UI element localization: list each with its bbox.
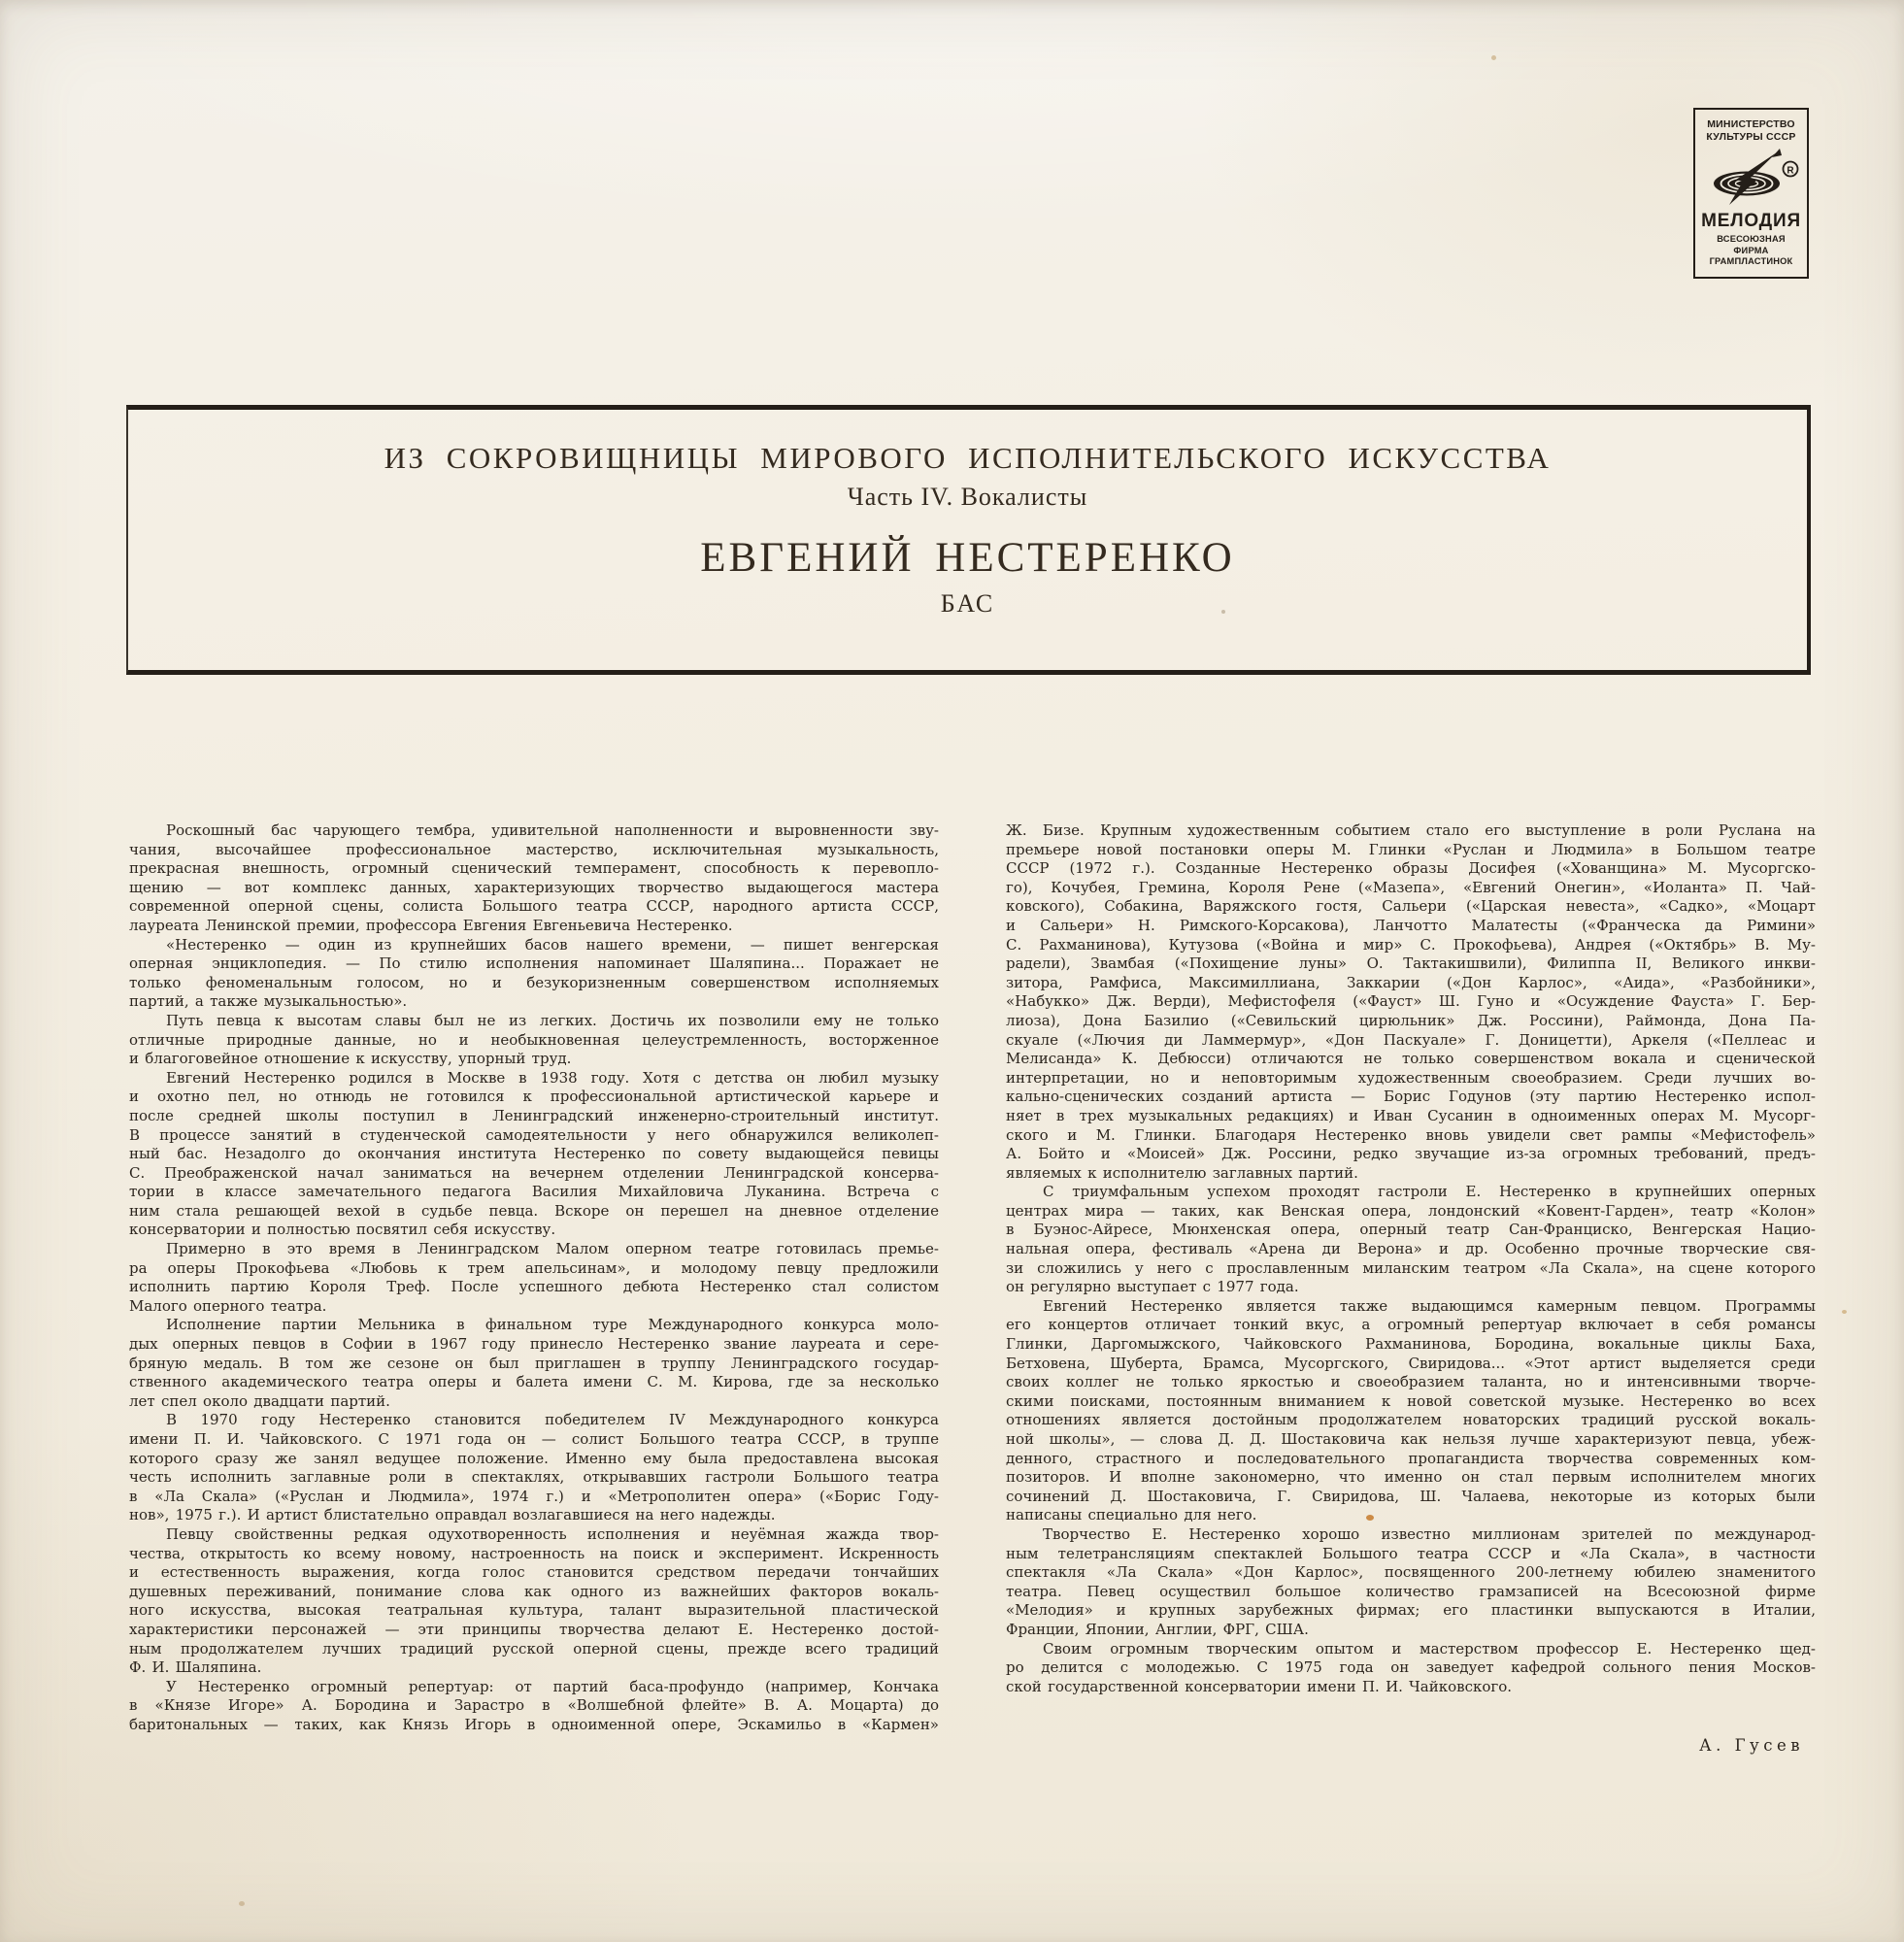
text-line: имени П. И. Чайковского. С 1971 года он — солист Большого театра СССР, в труппе [129, 1430, 939, 1448]
text-line: Исполнение партии Мельника в финальном туре Международного конкурса моло- [166, 1316, 939, 1334]
text-line: нальная опера, фестиваль «Арена ди Верона» и др. Особенно прочные творческие свя- [1006, 1240, 1816, 1258]
text-line: честь исполнить заглавные роли в спектаклях, открывавших гастроли Большого театра [129, 1468, 939, 1487]
text-line: консерватории и полностью посвятил себя искусству. [129, 1221, 556, 1239]
text-line: баритональных — таких, как Князь Игорь в одноименной опере, Эскамильо в «Кармен» [129, 1715, 939, 1733]
series-title: ИЗ СОКРОВИЩНИЦЫ МИРОВОГО ИСПОЛНИТЕЛЬСКОГО ИСКУССТВА [384, 441, 1552, 475]
text-line: написаны специально для него. [1006, 1506, 1257, 1524]
text-line: скуале («Лючия ди Ламмермур», «Дон Паскуале» Г. Доницетти), Аркеля («Пеллеас и [1006, 1030, 1816, 1049]
text-line: У Нестеренко огромный репертуар: от партий баса-профундо (например, Кончака [166, 1677, 939, 1695]
text-line: ро делится с молодежью. С 1975 года он заведует кафедрой сольного пения Москов- [1006, 1658, 1816, 1677]
text-line: чания, высочайшее профессиональное мастерство, исключительная музыкальность, [129, 840, 939, 858]
text-line: сочинений Д. Шостаковича, Г. Свиридова, Ш. Чалаева, некоторые из которых были [1006, 1487, 1816, 1505]
text-line: лет спел около двадцати партий. [129, 1391, 390, 1410]
text-line: «Набукко» Дж. Верди), Мефистофеля («Фауст» Ш. Гуно и «Осуждение Фауста» Г. Бер- [1006, 992, 1816, 1011]
text-line: отношениях является достойным продолжателем новаторских традиций русской вокаль- [1006, 1411, 1816, 1429]
text-line: Своим огромным творческим опытом и мастерством профессор Е. Нестеренко щед- [1043, 1639, 1816, 1657]
article-column-left [129, 821, 939, 1735]
artist-name: ЕВГЕНИЙ НЕСТЕРЕНКО [700, 535, 1235, 581]
text-line: Глинки, Даргомыжского, Чайковского Рахманинова, Бородина, вокальные циклы Баха, [1006, 1335, 1816, 1354]
text-line: кально-сценических созданий артиста — Борис Годунов (эту партию Нестеренко испол- [1006, 1088, 1816, 1106]
text-line: ского и М. Глинки. Благодаря Нестеренко вновь увидели свет рампы «Мефистофель» [1006, 1125, 1816, 1144]
series-part: Часть IV. Вокалисты [847, 483, 1088, 511]
text-line: характеристики персонажей — эти принципы творчества делают Е. Нестеренко достой- [129, 1620, 939, 1638]
text-line: современной оперной сцены, солиста Большого театра СССР, народного артиста СССР, [129, 897, 939, 916]
text-line: Евгений Нестеренко родился в Москве в 1938 году. Хотя с детства он любил музыку [166, 1068, 939, 1087]
text-line: душевных переживаний, понимание слова как одного из важнейших факторов вокаль- [129, 1582, 939, 1600]
org-line-1: ВСЕСОЮЗНАЯ [1717, 234, 1786, 244]
text-line: ской государственной консерватории имени П. И. Чайковского. [1006, 1677, 1513, 1695]
text-line: оперная энциклопедия. — По стилю исполнения напоминает Шаляпина... Поражает не [129, 954, 939, 973]
paper-speck [1491, 55, 1496, 60]
text-line: няет в трех музыкальных редакциях) и Иван Сусанин в одноименных операх М. Мусорг- [1006, 1106, 1816, 1124]
text-line: нов», 1975 г.). И артист блистательно оправдал возлагавшиеся на него надежды. [129, 1506, 776, 1524]
melodiya-record-emblem-icon [1695, 145, 1807, 212]
text-line: Певцу свойственны редкая одухотворенность исполнения и неуёмная жажда твор- [166, 1524, 939, 1543]
text-line: В 1970 году Нестеренко становится победителем IV Международного конкурса [166, 1411, 939, 1429]
text-line: интерпретации, но и неповторимым художественным своеобразием. Среди лучших во- [1006, 1068, 1816, 1087]
text-line: Бетховена, Шуберта, Брамса, Мусоргского, Свиридова... «Этот артист выделяется среди [1006, 1354, 1816, 1372]
text-line: щению — вот комплекс данных, характеризующих творчество выдающегося мастера [129, 878, 939, 896]
author-signature: А. Гусев [1699, 1736, 1804, 1755]
paper-speck [239, 1901, 245, 1906]
text-line: «Нестеренко — один из крупнейших басов нашего времени, — пишет венгерская [166, 935, 939, 954]
text-line: СССР (1972 г.). Созданные Нестеренко образы Досифея («Хованщина» М. Мусоргско- [1006, 859, 1816, 878]
text-line: Ж. Бизе. Крупным художественным событием стало его выступление в роли Руслана на [1006, 821, 1816, 839]
org-line-3: ГРАМПЛАСТИНОК [1709, 256, 1793, 266]
text-line: скими поисками, постоянным вниманием к новой советской музыке. Нестеренко во всех [1006, 1391, 1816, 1410]
text-line: только феноменальным голосом, но и безукоризненным совершенством исполняемых [129, 973, 939, 991]
text-line: «Мелодия» и крупных зарубежных фирмах; его пластинки выпускаются в Италии, [1006, 1601, 1816, 1620]
text-line: в Буэнос-Айресе, Мюнхенская опера, оперный театр Сан-Франциско, Венгерская Нацио- [1006, 1221, 1816, 1239]
text-line: позиторов. И вполне закономерно, что именно он стал первым исполнителем многих [1006, 1468, 1816, 1487]
text-line: ра оперы Прокофьева «Любовь к трем апельсинам», и молодому певцу предложили [129, 1258, 939, 1277]
text-line: прекрасная внешность, огромный сценический темперамент, способность к перевопло- [129, 859, 939, 878]
text-line: исполнить партию Короля Треф. После успешного дебюта Нестеренко стал солистом [129, 1278, 939, 1296]
text-line: в «Князе Игоре» А. Бородина и Зарастро в «Волшебной флейте» В. А. Моцарта) до [129, 1696, 939, 1715]
paper-speck [1842, 1310, 1847, 1314]
text-line: в «Ла Скала» («Руслан и Людмила», 1974 г.) и «Метрополитен опера» («Борис Году- [129, 1487, 939, 1505]
text-line: С. Рахманинова), Кутузова («Война и мир» С. Прокофьева), Андрея («Октябрь» В. Му- [1006, 935, 1816, 954]
text-line: ного искусства, высокая театральная культура, талант выразительной пластической [129, 1601, 939, 1620]
text-line: он регулярно выступает с 1977 года. [1006, 1278, 1299, 1296]
text-line: театра. Певец осуществил большое количество грамзаписей на Всесоюзной фирме [1006, 1582, 1816, 1600]
text-line: В процессе занятий в студенческой самодеятельности у него обнаружился великолеп- [129, 1125, 939, 1144]
text-line: радели), Звамбая («Похищение луны» О. Тактакишвили), Филиппа II, Великого инкви- [1006, 954, 1816, 973]
text-line: тории в классе замечательного педагога Василия Михайловича Луканина. Встреча с [129, 1183, 939, 1201]
melodiya-org-label [1695, 234, 1807, 268]
article-column-right [1006, 821, 1816, 1696]
text-line: которого сразу же занял ведущее положение. Именно ему была предоставлена высокая [129, 1449, 939, 1467]
registered-mark: R [1786, 165, 1794, 177]
text-line: являемых к исполнителю заглавных партий. [1006, 1163, 1358, 1182]
text-line: отличные природные данные, но и необыкновенная целеустремленность, восторженное [129, 1030, 939, 1049]
text-line: и Сальери» Н. Римского-Корсакова), Ланчотто Малатесты («Франческа да Римини» [1006, 916, 1816, 934]
text-line: Ф. И. Шаляпина. [129, 1658, 262, 1677]
text-line: лиоза), Дона Базилио («Севильский цирюльник» Дж. Россини), Раймонда, Дона Па- [1006, 1011, 1816, 1029]
text-line: чества, открытость ко всему новому, настроенность на поиск и эксперимент. Искренность [129, 1544, 939, 1562]
melodiya-logo-box [1693, 108, 1809, 279]
text-line: зитора, Рамфиса, Максимиллиана, Заккарии («Дон Карлос», «Аида», «Разбойники», [1006, 973, 1816, 991]
text-line: С. Преображенской начал заниматься на вечернем отделении Ленинградской консерва- [129, 1163, 939, 1182]
text-line: ный бас. Незадолго до окончания института Нестеренко по совету выдающейся певицы [129, 1145, 939, 1163]
ministry-line-1: МИНИСТЕРСТВО [1707, 118, 1795, 130]
text-line: Роскошный бас чарующего тембра, удивительной наполненности и выровненности зву- [166, 821, 939, 839]
text-line: Малого оперного театра. [129, 1296, 327, 1315]
text-line: Франции, Японии, Англии, ФРГ, США. [1006, 1620, 1309, 1638]
ministry-label [1695, 118, 1807, 143]
text-line: го), Кочубея, Гремина, Короля Рене («Мазепа», «Евгений Онегин», «Иоланта» П. Чай- [1006, 878, 1816, 896]
text-line: центрах мира — таких, как Венская опера, лондонский «Ковент-Гарден», театр «Колон» [1006, 1201, 1816, 1220]
text-line: после средней школы поступил в Ленинградский инженерно-строительный институт. [129, 1106, 939, 1124]
voice-type: БАС [940, 589, 995, 618]
text-line: дых оперных певцов в Софии в 1967 году принесло Нестеренко звание лауреата и сере- [129, 1335, 939, 1354]
text-line: С триумфальным успехом проходят гастроли Е. Нестеренко в крупнейших оперных [1043, 1183, 1816, 1201]
text-line: и благоговейное отношение к искусству, упорный труд. [129, 1050, 572, 1068]
text-line: ственного академического театра оперы и балета имени С. М. Кирова, где за несколько [129, 1373, 939, 1391]
text-line: Мелисанда» К. Дебюсси) отличаются не только совершенством вокала и сценической [1006, 1050, 1816, 1068]
text-line: Путь певца к высотам славы был не из легких. Достичь их позволили ему не только [166, 1011, 939, 1029]
text-line: Творчество Е. Нестеренко хорошо известно миллионам зрителей по международ- [1043, 1524, 1816, 1543]
text-line: премьере новой постановки оперы М. Глинки «Руслан и Людмила» в Большом театре [1006, 840, 1816, 858]
org-line-2: ФИРМА [1733, 245, 1769, 255]
text-line: А. Бойто и «Моисей» Дж. Россини, редко звучащие из-за огромных требований, предъ- [1006, 1145, 1816, 1163]
text-line: его концертов отличает тонкий вкус, а огромный репертуар включает в себя романсы [1006, 1316, 1816, 1334]
text-line: и охотно пел, но отнюдь не готовился к профессиональной артистической карьере и [129, 1088, 939, 1106]
text-line: зи сложились у него с прославленным миланским театром «Ла Скала», на сцене которого [1006, 1258, 1816, 1277]
text-line: Примерно в это время в Ленинградском Малом оперном театре готовилась премье- [166, 1240, 939, 1258]
title-box [126, 405, 1811, 675]
text-line: бряную медаль. В том же сезоне он был приглашен в труппу Ленинградского государ- [129, 1354, 939, 1372]
text-line: партий, а также музыкальностью». [129, 992, 408, 1011]
ministry-line-2: КУЛЬТУРЫ СССР [1706, 130, 1796, 143]
text-line: и естественность выражения, когда голос становится средством передачи тончайших [129, 1563, 939, 1582]
text-line: ным продолжателем лучших традиций русской оперной сцены, прежде всего традиций [129, 1639, 939, 1657]
text-line: ним стала решающей вехой в судьбе певца. Вскоре он перешел на дневное отделение [129, 1201, 939, 1220]
text-line: лауреата Ленинской премии, профессора Евгения Евгеньевича Нестеренко. [129, 916, 733, 934]
text-line: своих коллег не только яркостью и своеобразием таланта, но и интенсивными творче- [1006, 1373, 1816, 1391]
text-line: Евгений Нестеренко является также выдающимся камерным певцом. Программы [1043, 1296, 1816, 1315]
text-line: ным телетрансляциям спектаклей Большого театра СССР и «Ла Скала», в частности [1006, 1544, 1816, 1562]
text-line: ковского), Собакина, Варяжского гостя, Сальери («Царская невеста», «Садко», «Моцарт [1006, 897, 1816, 916]
text-line: денного, страстного и последовательного пропагандиста творчества современных ком- [1006, 1449, 1816, 1467]
text-line: ной школы», — слова Д. Д. Шостаковича как нельзя лучше характеризуют певца, убеж- [1006, 1430, 1816, 1448]
melodiya-name: МЕЛОДИЯ [1701, 211, 1801, 231]
text-line: спектакля «Ла Скала» «Дон Карлос», посвященного 200-летнему юбилею знаменитого [1006, 1563, 1816, 1582]
